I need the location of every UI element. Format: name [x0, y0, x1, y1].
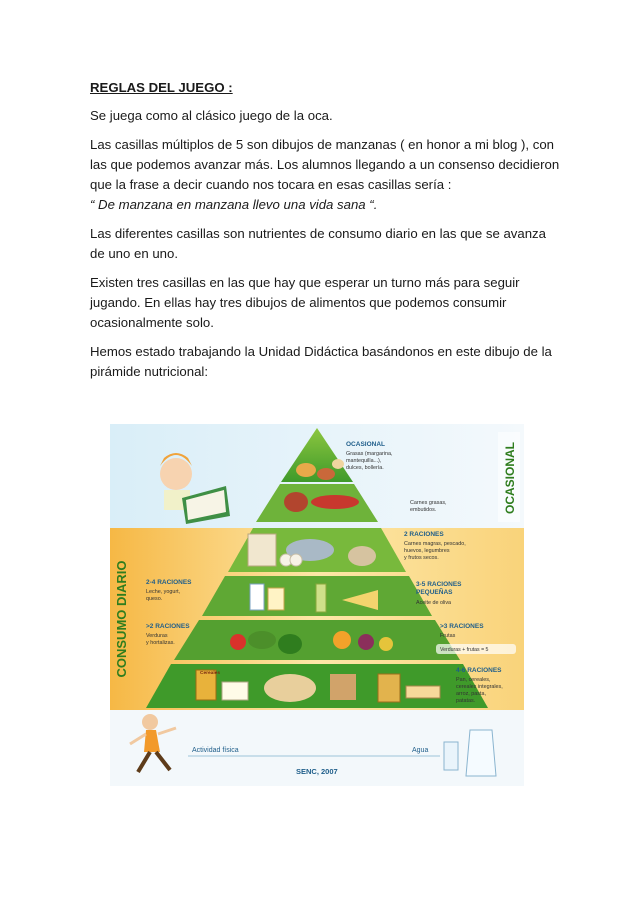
paragraph-2: [90, 135, 560, 215]
document-body: [90, 78, 560, 391]
tier4-left-title: >2 RACIONES: [146, 623, 190, 630]
paragraph-5: Hemos estado trabajando la Unidad Didáctica basándonos en este dibujo de la pirámide nutricional:: [90, 344, 552, 379]
paragraph-1: Se juega como al clásico juego de la oca.: [90, 108, 333, 123]
paragraph-4: Existen tres casillas en las que hay que esperar un turno más para seguir jugando. En ellas hay tres dibujos de alimentos que podemos consumir ocasionalmente solo.: [90, 275, 520, 330]
label-agua: Agua: [412, 747, 429, 754]
tier5-line2: cereales integrales,: [456, 684, 503, 690]
tier-ocasional-line3: dulces, bollería.: [346, 465, 384, 471]
tier-ocasional-line1: Grasas (margarina,: [346, 451, 393, 457]
tier3-left-line1: Leche, yogurt,: [146, 589, 181, 595]
nutrition-pyramid-svg: [110, 424, 524, 786]
tier4-right-line1: Frutas: [440, 633, 456, 639]
tier5-line1: Pan, cereales,: [456, 677, 491, 683]
tier3-right-title1: 3-5 RACIONES: [416, 581, 462, 588]
cereal-box-label: Cereales: [200, 671, 221, 676]
tier3-left-line2: queso.: [146, 596, 163, 602]
tier3-right-title2: PEQUEÑAS: [416, 589, 453, 596]
paragraph-2-quote: “ De manzana en manzana llevo una vida sana “.: [90, 197, 378, 212]
tier4-right-line2: Verduras + frutas = 5: [440, 647, 489, 653]
paragraph-2-text: Las casillas múltiplos de 5 son dibujos de manzanas ( en honor a mi blog ), con las que podemos avanzar más. Los alumnos llegando a un consenso decidieron que la frase a decir cuando nos tocara en esas casillas sería :: [90, 137, 560, 192]
water-jug: [466, 730, 496, 776]
label-actividad-fisica: Actividad física: [192, 747, 239, 754]
tier2-line2: huevos, legumbres: [404, 548, 450, 554]
side-label-consumo-diario: CONSUMO DIARIO: [114, 560, 129, 678]
tier2-line1: Carnes magras, pescado,: [404, 541, 466, 547]
tier5-line4: patatas.: [456, 698, 476, 704]
side-label-ocasional: OCASIONAL: [503, 442, 517, 514]
tier-ocasional-title: OCASIONAL: [346, 441, 385, 448]
tier3-right-line1: Aceite de oliva: [416, 600, 452, 606]
tier-frutas-verduras: [174, 620, 460, 660]
tier2-title: 2 RACIONES: [404, 531, 444, 538]
carnes-grasas-line2: embutidos.: [410, 507, 437, 513]
tier2-line3: y frutos secos.: [404, 555, 439, 561]
label-senc: SENC, 2007: [296, 767, 338, 776]
tier4-left-line1: Verduras: [146, 633, 168, 639]
tier3-left-title: 2-4 RACIONES: [146, 579, 192, 586]
tier5-line3: arroz, pasta,: [456, 691, 486, 697]
nutrition-pyramid-figure: [110, 424, 524, 786]
tier4-right-title: >3 RACIONES: [440, 623, 484, 630]
tier-ocasional-line2: mantequilla...),: [346, 458, 382, 464]
girl-illustration: [160, 458, 192, 490]
water-glass: [444, 742, 458, 770]
tier4-left-line2: y hortalizas.: [146, 640, 175, 646]
tier5-title: 4-6 RACIONES: [456, 667, 502, 674]
paragraph-3: Las diferentes casillas son nutrientes de consumo diario en las que se avanza de uno en uno.: [90, 226, 546, 261]
carnes-grasas-line1: Carnes grasas,: [410, 500, 447, 506]
runner-illustration: [142, 714, 158, 730]
rules-heading: REGLAS DEL JUEGO :: [90, 80, 233, 95]
